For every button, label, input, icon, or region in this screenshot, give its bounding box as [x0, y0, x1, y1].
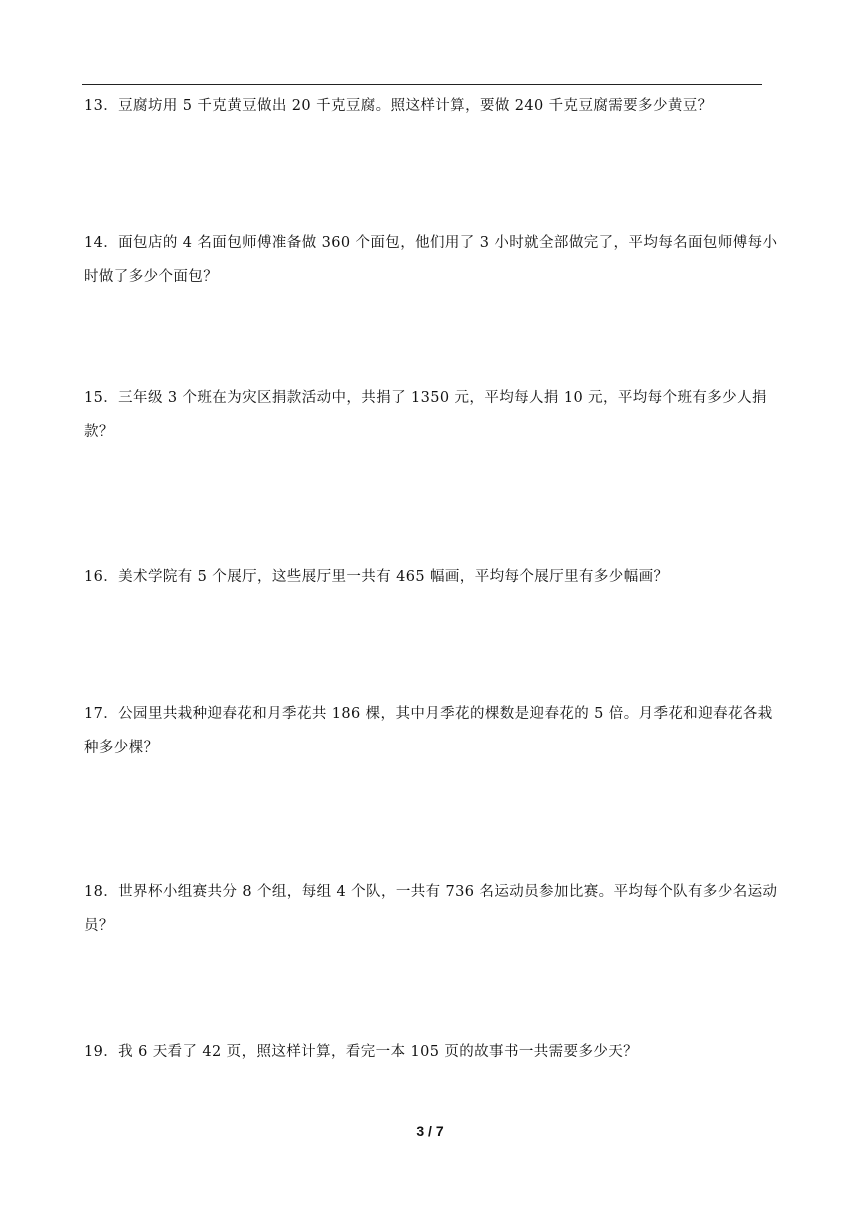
question-17: [84, 697, 784, 765]
question-text: 世界杯小组赛共分 8 个组，每组 4 个队，一共有 736 名运动员参加比赛。平均每个队有多少名运动员？: [84, 884, 778, 934]
question-number: 13．: [84, 98, 119, 114]
question-number: 15．: [84, 390, 119, 406]
question-text: 美术学院有 5 个展厅，这些展厅里一共有 465 幅画，平均每个展厅里有多少幅画？: [118, 569, 669, 585]
question-text: 我 6 天看了 42 页，照这样计算，看完一本 105 页的故事书一共需要多少天？: [118, 1044, 639, 1060]
header-divider: [82, 84, 762, 85]
question-16: [84, 560, 784, 594]
question-number: 18．: [84, 884, 119, 900]
question-14: [84, 226, 784, 294]
question-19: [84, 1035, 784, 1069]
question-15: [84, 381, 784, 449]
question-number: 19．: [84, 1044, 119, 1060]
question-text: 豆腐坊用 5 千克黄豆做出 20 千克豆腐。照这样计算，要做 240 千克豆腐需要多少黄豆？: [118, 98, 713, 114]
page-number: 3 / 7: [416, 1123, 444, 1139]
question-18: [84, 875, 784, 943]
question-13: [84, 89, 784, 123]
question-text: 公园里共栽种迎春花和月季花共 186 棵，其中月季花的棵数是迎春花的 5 倍。月季花和迎春花各栽种多少棵？: [84, 706, 773, 756]
question-text: 面包店的 4 名面包师傅准备做 360 个面包，他们用了 3 小时就全部做完了，平均每名面包师傅每小时做了多少个面包？: [84, 235, 778, 285]
question-text: 三年级 3 个班在为灾区捐款活动中，共捐了 1350 元，平均每人捐 10 元，平均每个班有多少人捐款？: [84, 390, 767, 440]
question-number: 14．: [84, 235, 119, 251]
question-number: 17．: [84, 706, 119, 722]
question-number: 16．: [84, 569, 119, 585]
